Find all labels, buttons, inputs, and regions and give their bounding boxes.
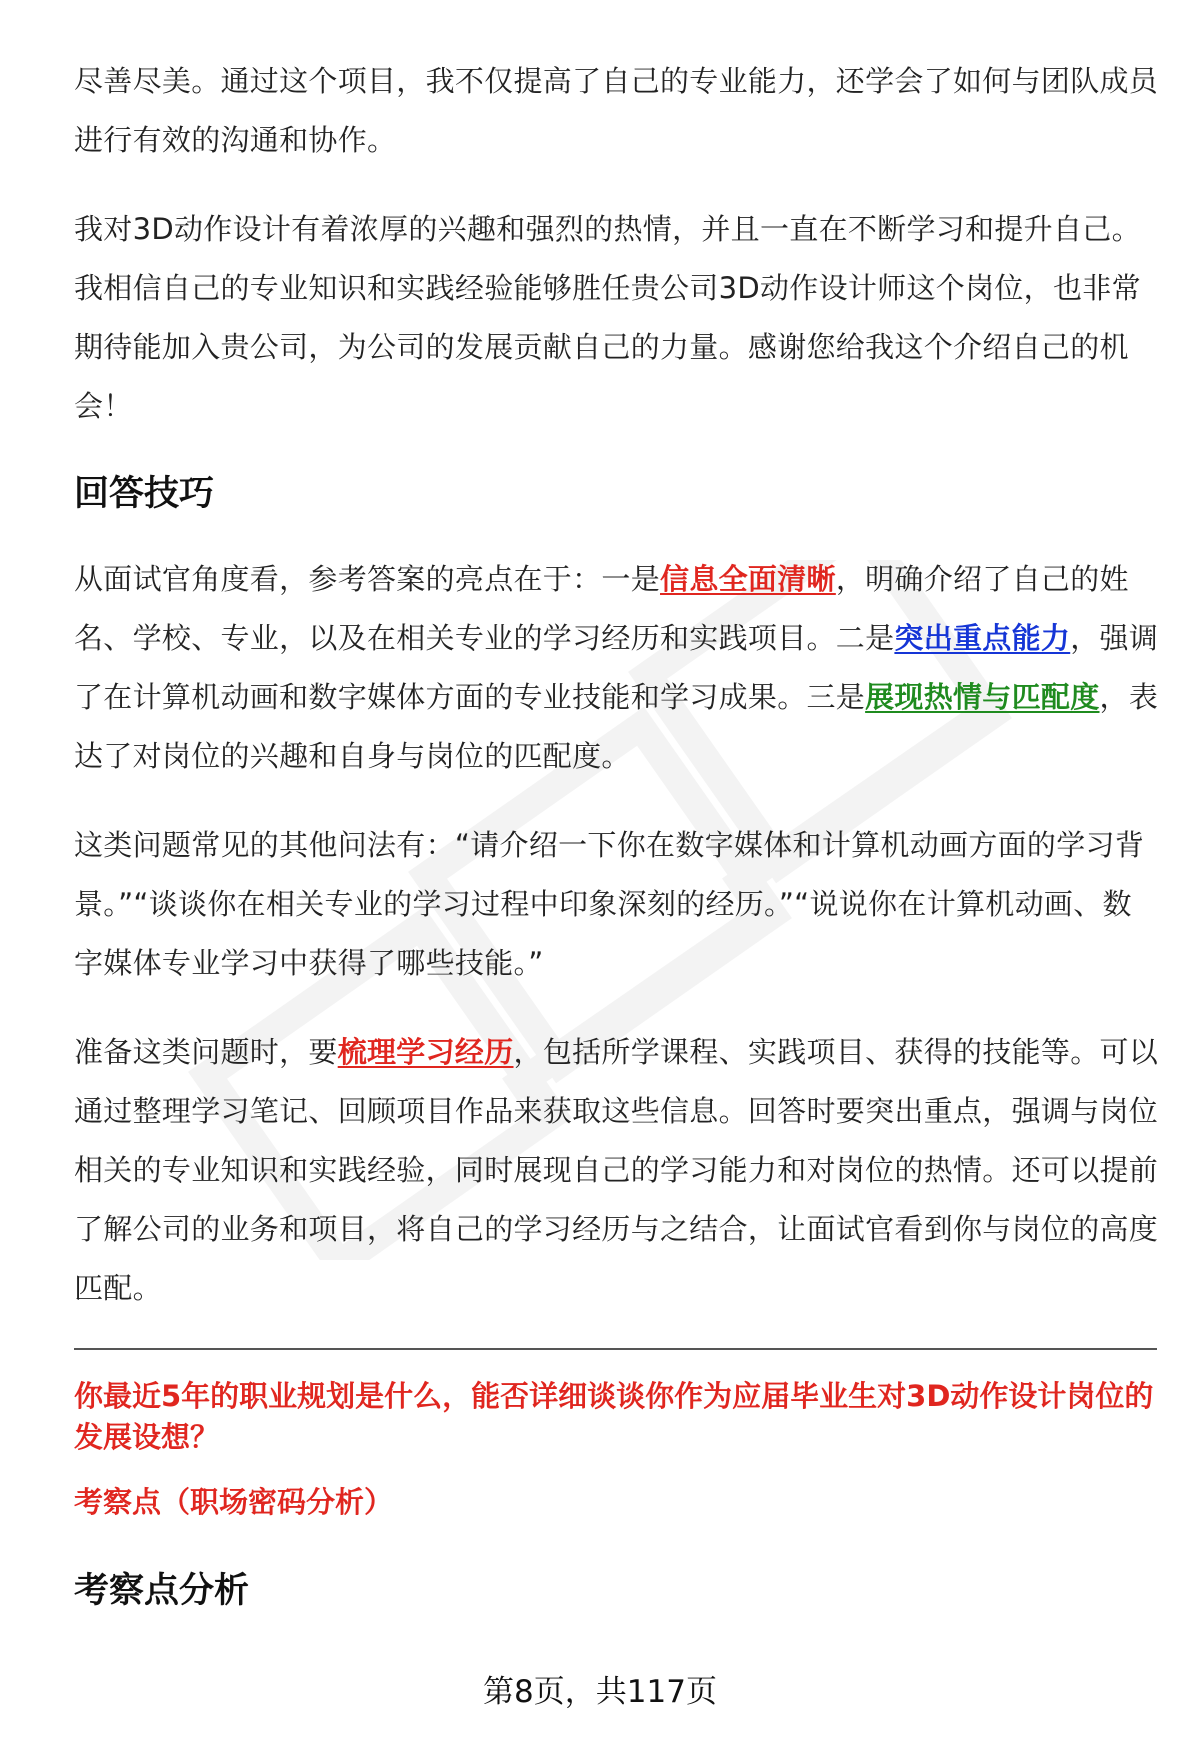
highlight-info-clear: 信息全面清晰 — [660, 562, 836, 596]
text-segment: ，强调了在计算机动画和数字媒体方面的专业技能和学习成果。三是 — [74, 621, 1159, 714]
paragraph-project: 尽善尽美。通过这个项目，我不仅提高了自己的专业能力，还学会了如何与团队成员进行有效的沟通和协作。 — [74, 64, 1159, 157]
highlight-key-ability: 突出重点能力 — [894, 621, 1071, 655]
page-number: 第8页，共117页 — [483, 1674, 717, 1710]
heading-answer-tips: 回答技巧 — [74, 474, 215, 514]
question-title: 你最近5年的职业规划是什么，能否详细谈谈你作为应届毕业生对3D动作设计岗位的发展设想？ — [74, 1379, 1154, 1454]
text-segment: 准备这类问题时，要 — [74, 1035, 338, 1069]
paragraph-preparation — [74, 1023, 1160, 1318]
question-subtitle: 考察点（职场密码分析） — [74, 1485, 394, 1519]
text-segment: ，包括所学课程、实践项目、获得的技能等。可以通过整理学习笔记、回顾项目作品来获取这些信息。回答时要突出重点，强调与岗位相关的专业知识和实践经验，同时展现自己的学习能力和对岗位的热情。还可以提前了解公司的业务和项目，将自己的学习经历与之结合，让面试官看到你与岗位的高度匹配。 — [74, 1035, 1159, 1305]
highlight-passion-match: 展现热情与匹配度 — [865, 680, 1100, 714]
paragraph-closing: 我对3D动作设计有着浓厚的兴趣和强烈的热情，并且一直在不断学习和提升自己。我相信自己的专业知识和实践经验能够胜任贵公司3D动作设计师这个岗位，也非常期待能加入贵公司，为公司的发展贡献自己的力量。感谢您给我这个介绍自己的机会！ — [74, 212, 1141, 423]
paragraph-tips-highlights — [74, 550, 1160, 786]
paragraph-alternative-questions: 这类问题常见的其他问法有：“请介绍一下你在数字媒体和计算机动画方面的学习背景。”“谈谈你在相关专业的学习过程中印象深刻的经历。”“说说你在计算机动画、数字媒体专业学习中获得了哪些技能。” — [74, 828, 1145, 980]
text-segment: ，表达了对岗位的兴趣和自身与岗位的匹配度。 — [74, 680, 1159, 773]
text-segment: 从面试官角度看，参考答案的亮点在于：一是 — [74, 562, 661, 596]
highlight-sort-experience: 梳理学习经历 — [337, 1035, 514, 1069]
section-divider — [74, 1348, 1157, 1350]
text-segment: ，明确介绍了自己的姓名、学校、专业，以及在相关专业的学习经历和实践项目。二是 — [74, 562, 1129, 655]
heading-analysis: 考察点分析 — [74, 1571, 250, 1611]
document-content — [74, 52, 1160, 1647]
